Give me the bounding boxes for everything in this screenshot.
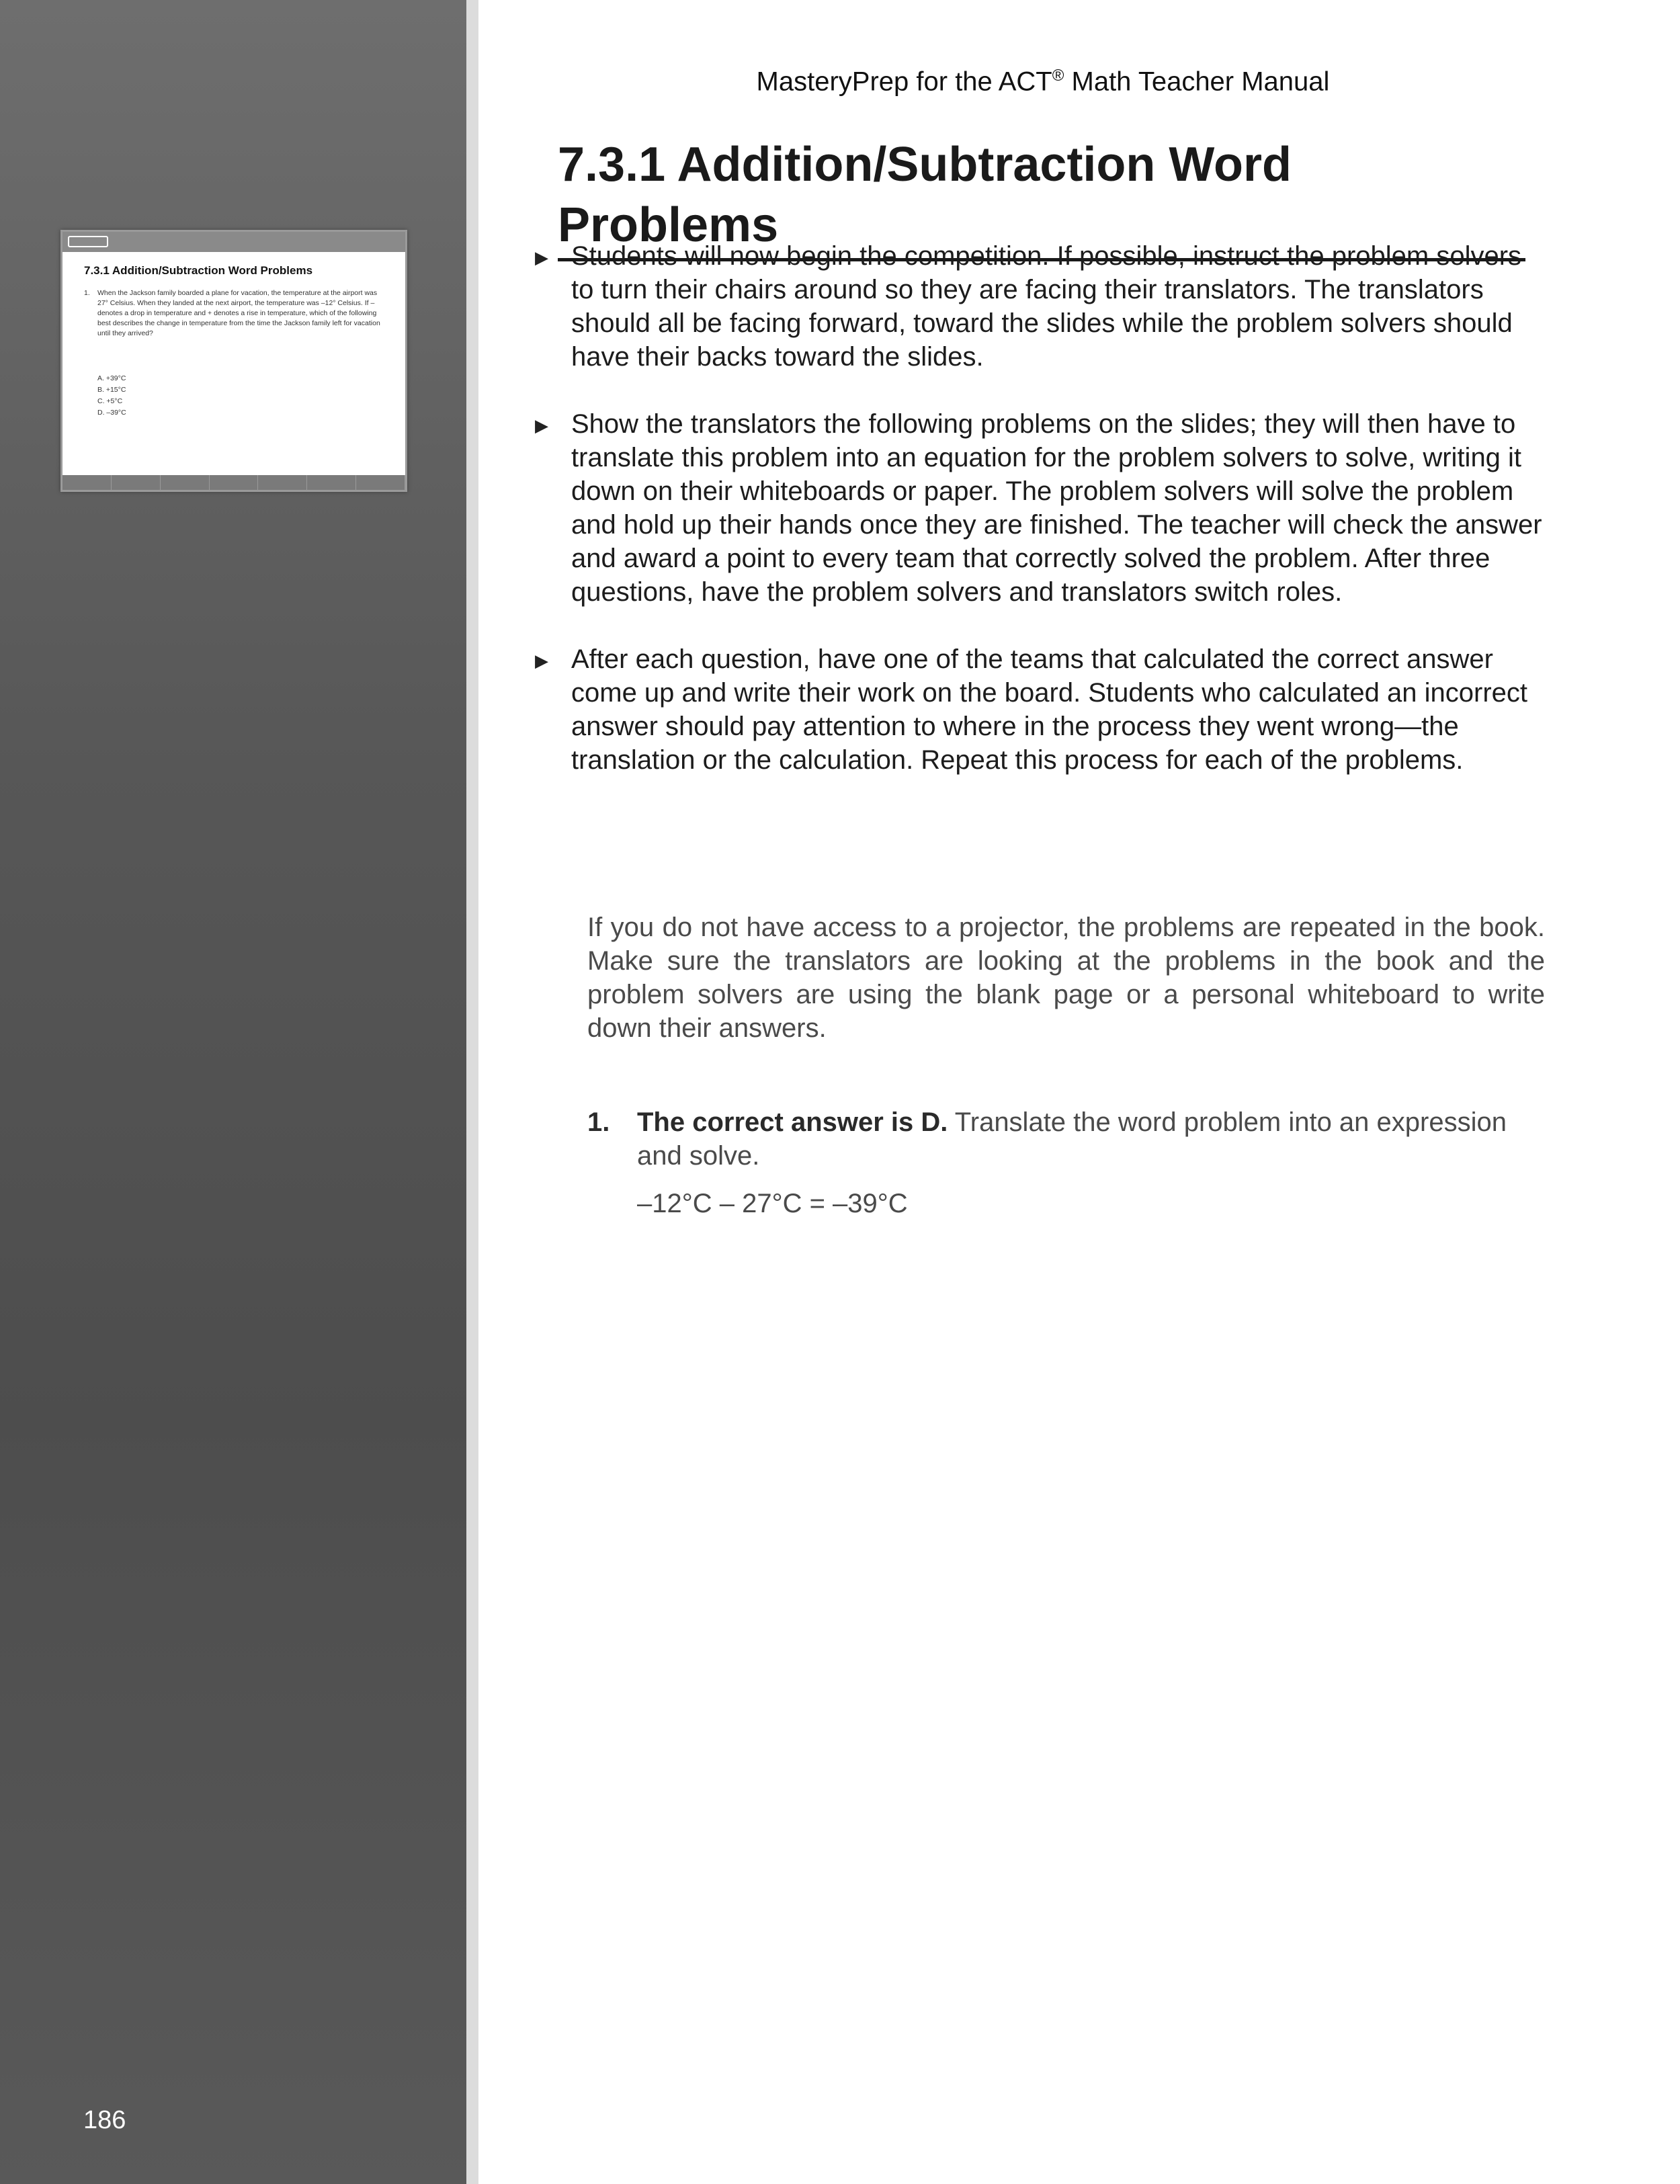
triangle-bullet-icon: ▶ xyxy=(535,650,548,671)
slide-footer-tab xyxy=(62,475,112,490)
answer-number: 1. xyxy=(587,1107,610,1137)
slide-footer-tab xyxy=(356,475,405,490)
slide-choices xyxy=(97,373,126,419)
instruction-list xyxy=(535,239,1543,810)
section-heading-text: 7.3.1 Addition/Subtraction Word Problems xyxy=(558,134,1525,261)
answer-equation: –12°C – 27°C = –39°C xyxy=(637,1189,908,1218)
triangle-bullet-icon: ▶ xyxy=(535,415,548,435)
page-number: 186 xyxy=(83,2106,126,2134)
slide-choice: A. +39°C xyxy=(97,374,126,382)
list-item-text: Show the translators the following problems on the slides; they will then have to translate this problem into an equation for the problem solvers to solve, writing it down on their whiteboards or paper. The problem solvers will solve the problem and hold up their hands once they are finished. The teacher will check the answer and award a point to every team that correctly solved the problem. After three questions, have the problem solvers and translators switch roles. xyxy=(571,409,1542,607)
slide-choice: D. –39°C xyxy=(97,409,126,417)
answer-text: Translate the word problem into an expression and solve. xyxy=(637,1107,1507,1171)
slide-footer-nav xyxy=(62,475,405,490)
list-item-text: Students will now begin the competition. If possible, instruct the problem solvers to turn their chairs around so they are facing their translators. The translators should all be facing forward, toward the slides while the problem solvers should have their backs toward the slides. xyxy=(571,241,1522,372)
answer-item xyxy=(587,1105,1545,1173)
answer-body xyxy=(637,1105,1545,1173)
slide-choice: C. +5°C xyxy=(97,397,123,405)
triangle-bullet-icon: ▶ xyxy=(535,247,548,267)
slide-footer-tab xyxy=(161,475,210,490)
slide-question xyxy=(84,288,383,339)
list-item xyxy=(535,239,1543,374)
slide-footer-tab xyxy=(258,475,307,490)
slide-logo-icon xyxy=(68,236,108,247)
slide-question-text: When the Jackson family boarded a plane for vacation, the temperature at the airport was 27° Celsius. When they landed at the next airport, the temperature was –12° Celsius. If – denotes a drop in temperature and + denotes a rise in temperature, which of the following best describes the change in temperature from the time the Jackson family left for vacation until they arrived? xyxy=(97,289,380,337)
slide-footer-tab xyxy=(210,475,259,490)
slide-footer-tab xyxy=(307,475,356,490)
slide-footer-tab xyxy=(112,475,161,490)
running-header-title: MasteryPrep for the ACT xyxy=(756,67,1052,97)
projector-note: If you do not have access to a projector, the problems are repeated in the book. Make sure the translators are looking at the problems in the book and the problem solvers are using the blank page or a personal whiteboard to write down their answers. xyxy=(587,913,1545,1043)
slide-thumbnail xyxy=(60,230,407,492)
list-item xyxy=(535,407,1543,609)
answer-lead: The correct answer is D. xyxy=(637,1107,948,1137)
running-header xyxy=(478,59,1607,98)
registered-mark: ® xyxy=(1052,67,1064,85)
list-item-text: After each question, have one of the teams that calculated the correct answer come up and write their work on the board. Students who calculated an incorrect answer should pay attention to where in the process they went wrong—the translation or the calculation. Repeat this process for each of the problems. xyxy=(571,644,1528,775)
running-header-subtitle: Math Teacher Manual xyxy=(1064,67,1330,97)
page-gutter xyxy=(466,0,478,2184)
slide-title: 7.3.1 Addition/Subtraction Word Problems xyxy=(84,264,313,277)
slide-question-number: 1. xyxy=(84,289,90,297)
slide-header-bar xyxy=(62,232,405,252)
list-item xyxy=(535,642,1543,777)
slide-choice: B. +15°C xyxy=(97,386,126,394)
